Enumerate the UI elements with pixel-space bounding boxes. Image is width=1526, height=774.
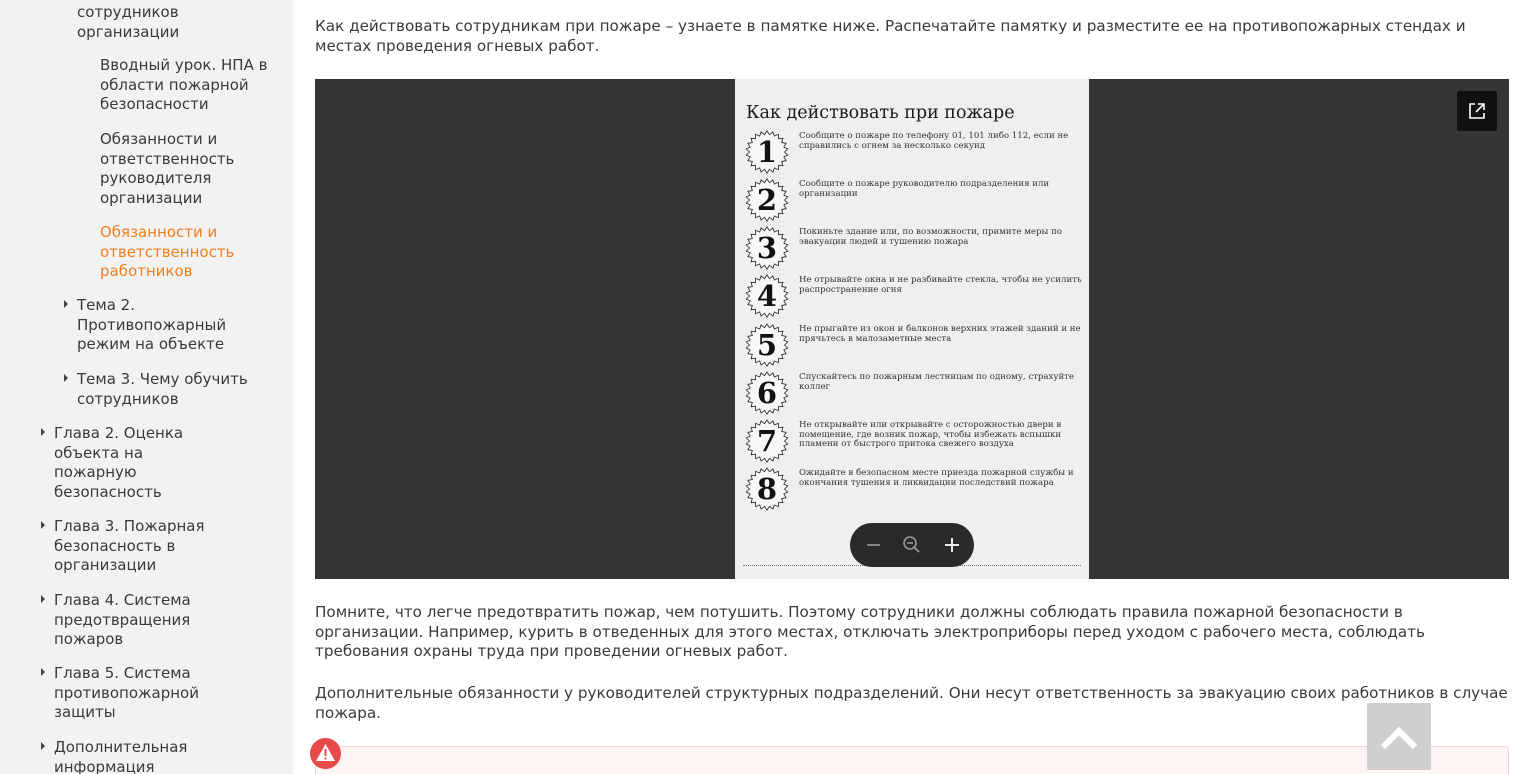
memo-step-text: Сообщите о пожаре руководителю подразделения или организации (799, 179, 1050, 199)
sidebar-item-label: Тема 2. (77, 296, 135, 314)
sidebar-item-label: ответственность (100, 242, 235, 261)
warning-triangle-icon (310, 738, 341, 769)
sidebar-item-label: работников (100, 262, 193, 280)
chevron-right-icon[interactable] (41, 428, 45, 436)
memo-step-number: 2 (756, 183, 778, 217)
memo-step (745, 371, 1085, 417)
sidebar-item-label: объекта на (54, 443, 144, 462)
sidebar-lesson-intro[interactable] (100, 56, 267, 115)
sidebar-item-label: предотвращения (54, 610, 191, 629)
sidebar-additional-info[interactable] (54, 738, 187, 774)
memo-step-text: Ожидайте в безопасном месте приезда пожарной службы и окончания тушения и ликвидации последствий пожара (799, 468, 1074, 488)
sidebar-item-label: Глава 3. Пожарная (54, 517, 205, 535)
sidebar-item-label: Противопожарный (77, 315, 227, 334)
external-link-icon (1457, 91, 1497, 131)
memo-page (735, 79, 1089, 579)
sidebar-item-label: организации (54, 556, 157, 574)
sidebar-item-label: Обязанности и (100, 223, 218, 241)
memo-step-number: 4 (756, 279, 778, 313)
sidebar-topic-3[interactable] (77, 370, 248, 409)
sidebar-item-label: руководителя (100, 169, 212, 187)
sidebar-item-label: режим на объекте (77, 335, 225, 353)
sidebar-item-label: ответственность (100, 149, 235, 168)
starburst-badge-icon (745, 371, 789, 415)
prevention-paragraph: Помните, что легче предотвратить пожар, чем потушить. Поэтому сотрудники должны соблюдать правила пожарной безопасности в организации. Например, курить в отведенных для этого местах, отключать электроприборы перед уходом с рабочего места, соблюдать требования охраны труда при проведении огневых работ. (315, 603, 1425, 660)
sidebar-item-label: противопожарной (54, 683, 199, 702)
memo-step (745, 467, 1085, 513)
memo-step-number: 8 (756, 472, 778, 506)
memo-title: Как действовать при пожаре (746, 103, 1015, 123)
open-in-new-window-button[interactable] (1457, 91, 1497, 131)
sidebar-item-label: Обязанности и (100, 130, 218, 148)
sidebar-chapter-4[interactable] (54, 591, 191, 650)
starburst-badge-icon (745, 178, 789, 222)
sidebar-item-label: безопасность (54, 482, 162, 501)
sidebar-nav (0, 0, 293, 774)
magnifier-minus-icon (892, 523, 932, 567)
starburst-badge-icon (745, 226, 789, 270)
zoom-controls (850, 523, 974, 567)
memo-step-number: 1 (756, 135, 778, 169)
sidebar-item-label: сотрудников (77, 3, 179, 21)
sidebar-item-label: области пожарной (100, 75, 249, 94)
memo-step-text: Не открывайте или открывайте с осторожностью двери в помещение, где возник пожар, чтобы избежать вспышки пламени от быстрого притока свежего воздуха (799, 420, 1062, 450)
sidebar-item-label: организации (77, 22, 180, 41)
managers-paragraph: Дополнительные обязанности у руководителей структурных подразделений. Они несут ответственность за эвакуацию своих работников в случае пожара. (315, 684, 1508, 722)
memo-step-number: 3 (756, 231, 778, 265)
memo-step (745, 323, 1085, 369)
intro-paragraph: Как действовать сотрудникам при пожаре – узнаете в памятке ниже. Распечатайте памятку и разместите ее на противопожарных стендах и местах проведения огневых работ. (315, 17, 1466, 55)
chevron-up-icon (1367, 703, 1431, 770)
chevron-right-icon[interactable] (64, 374, 68, 382)
starburst-badge-icon (745, 419, 789, 463)
plus-icon (932, 523, 972, 567)
zoom-out-button[interactable] (852, 523, 892, 567)
sidebar-item-label: безопасность в (54, 536, 176, 555)
sidebar-item-label: безопасности (100, 95, 209, 113)
memo-step-text: Не прыгайте из окон и балконов верхних этажей зданий и не прячьтесь в малозаметные места (799, 324, 1081, 344)
zoom-reset-button[interactable] (892, 523, 932, 567)
memo-step-number: 6 (756, 376, 778, 410)
sidebar-item-label: информация (54, 757, 155, 774)
memo-step-text: Не отрывайте окна и не разбивайте стекла, чтобы не усилить распространение огня (799, 275, 1082, 295)
chevron-right-icon[interactable] (41, 521, 45, 529)
starburst-badge-icon (745, 323, 789, 367)
sidebar-item-label: Тема 3. Чему обучить (77, 370, 248, 388)
sidebar-lesson-head-duties[interactable] (100, 130, 234, 208)
memo-step-number: 7 (756, 424, 778, 458)
sidebar-chapter-2[interactable] (54, 424, 183, 502)
sidebar-item-label: сотрудников (77, 389, 179, 408)
chevron-right-icon[interactable] (41, 668, 45, 676)
sidebar-topic-2[interactable] (77, 296, 226, 355)
starburst-badge-icon (745, 274, 789, 318)
sidebar-item-label: Глава 2. Оценка (54, 424, 184, 442)
memo-step-text: Спускайтесь по пожарным лестницам по одному, страхуйте коллег (799, 372, 1075, 392)
memo-step (745, 130, 1085, 176)
pdf-viewer[interactable] (315, 79, 1509, 579)
chevron-right-icon[interactable] (41, 742, 45, 750)
chevron-right-icon[interactable] (41, 595, 45, 603)
sidebar-item-partial[interactable] (77, 3, 179, 42)
memo-step (745, 274, 1085, 320)
sidebar-lesson-employee-duties-active[interactable] (100, 223, 234, 282)
sidebar-item-label: организации (100, 188, 203, 207)
sidebar-item-label: Глава 5. Система (54, 664, 191, 682)
scroll-to-top-button[interactable] (1367, 703, 1431, 770)
starburst-badge-icon (745, 130, 789, 174)
zoom-in-button[interactable] (932, 523, 972, 567)
memo-step-text: Покиньте здание или, по возможности, примите меры по эвакуации людей и тушению пожара (799, 227, 1062, 247)
memo-step (745, 419, 1085, 465)
chevron-right-icon[interactable] (64, 300, 68, 308)
sidebar-chapter-5[interactable] (54, 664, 199, 723)
sidebar-item-label: защиты (54, 703, 116, 721)
sidebar-item-label: Вводный урок. НПА в (100, 56, 268, 74)
memo-step-text: Сообщите о пожаре по телефону 01, 101 либо 112, если не справились с огнем за несколько секунд (799, 131, 1069, 151)
sidebar-item-label: пожарную (54, 463, 137, 481)
starburst-badge-icon (745, 467, 789, 511)
sidebar-item-label: пожаров (54, 630, 124, 648)
memo-step (745, 178, 1085, 224)
minus-icon (852, 523, 892, 567)
sidebar-item-label: Дополнительная (54, 738, 188, 756)
memo-step (745, 226, 1085, 272)
sidebar-chapter-3[interactable] (54, 517, 205, 576)
sidebar-item-label: Глава 4. Система (54, 591, 191, 609)
memo-step-number: 5 (756, 328, 778, 362)
warning-callout (315, 746, 1509, 774)
